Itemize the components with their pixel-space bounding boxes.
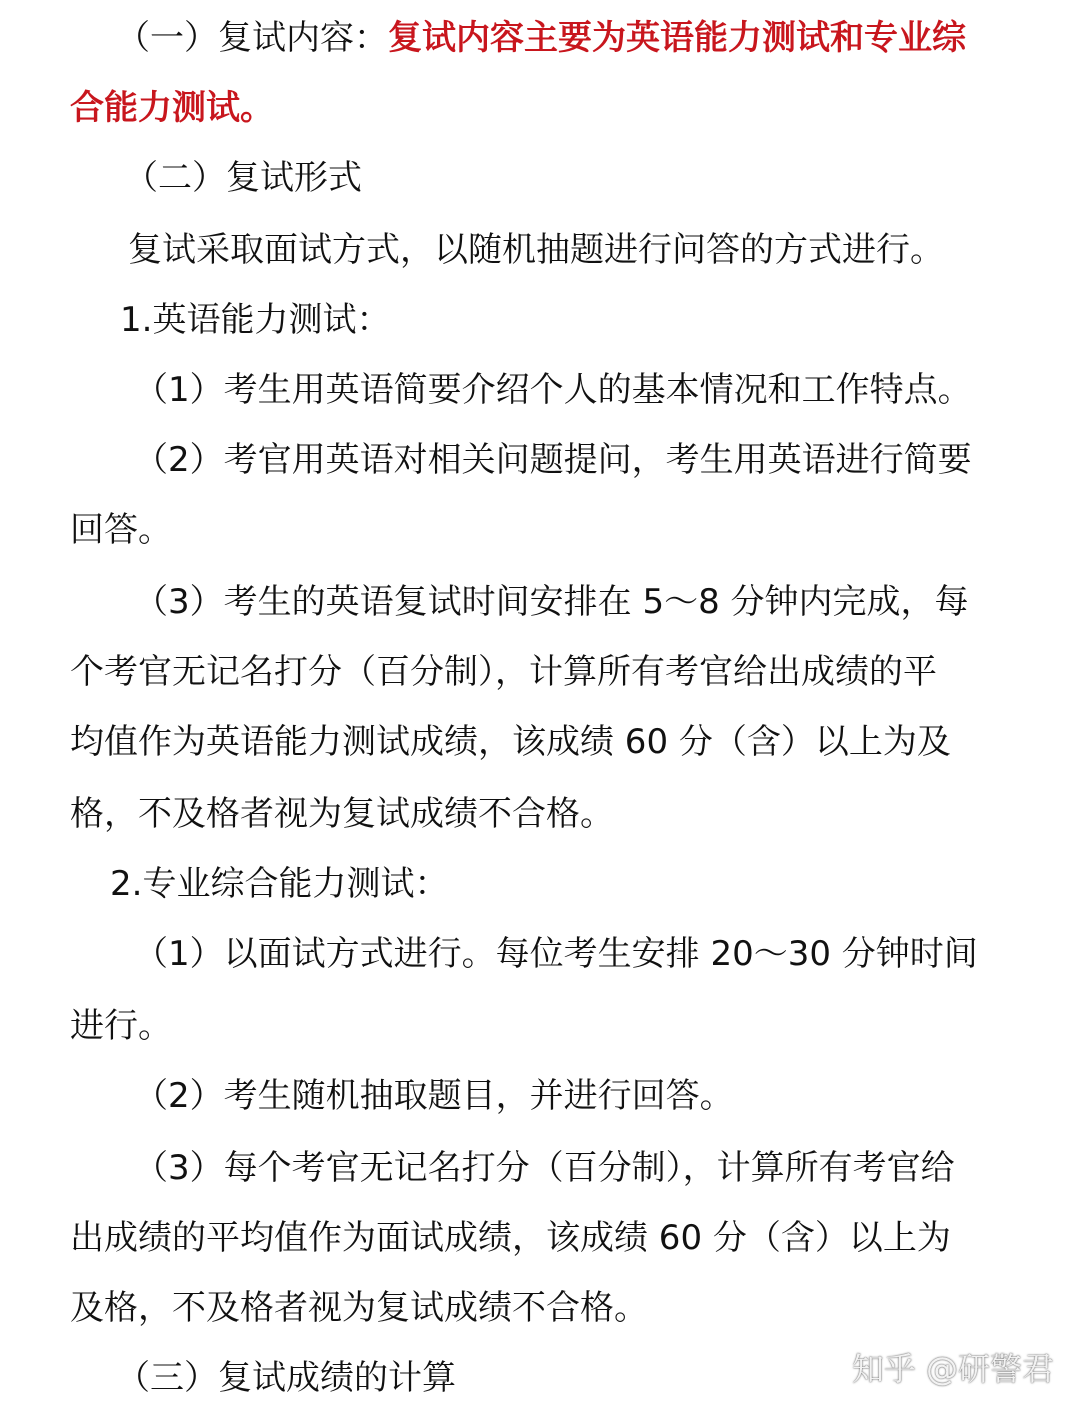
section-1-line-2: 合能力测试。 [70, 88, 274, 128]
professional-test-item-3-line-2: 出成绩的平均值作为面试成绩，该成绩 60 分（含）以上为 [70, 1218, 951, 1258]
english-test-item-3-line-2: 个考官无记名打分（百分制），计算所有考官给出成绩的平 [70, 652, 937, 692]
professional-test-item-1-line-1: （1）以面试方式进行。每位考生安排 20～30 分钟时间 [134, 934, 978, 974]
section-2-intro: 复试采取面试方式，以随机抽题进行问答的方式进行。 [128, 230, 944, 270]
section-1-line-1 [0, 14, 1080, 62]
english-test-item-2-line-2: 回答。 [70, 510, 172, 550]
english-test-item-3-line-1: （3）考生的英语复试时间安排在 5～8 分钟内完成，每 [134, 582, 969, 622]
professional-test-item-3-line-1: （3）每个考官无记名打分（百分制），计算所有考官给 [134, 1148, 955, 1188]
professional-test-item-1-line-2: 进行。 [70, 1006, 172, 1046]
english-test-item-2-line-1: （2）考官用英语对相关问题提问，考生用英语进行简要 [134, 440, 972, 480]
english-test-title: 1.英语能力测试： [120, 300, 391, 340]
english-test-item-1: （1）考生用英语简要介绍个人的基本情况和工作特点。 [134, 370, 972, 410]
professional-test-item-2: （2）考生随机抽取题目，并进行回答。 [134, 1076, 734, 1116]
professional-test-item-3-line-3: 及格，不及格者视为复试成绩不合格。 [70, 1288, 648, 1328]
zhihu-watermark: 知乎 @研警君 [851, 1350, 1054, 1388]
section-2-title: （二）复试形式 [124, 158, 362, 198]
english-test-item-3-line-4: 格，不及格者视为复试成绩不合格。 [70, 794, 614, 834]
section-1-highlight-text: 复试内容主要为英语能力测试和专业综 [388, 18, 966, 58]
section-3-title: （三）复试成绩的计算 [116, 1358, 456, 1398]
section-1-label: （一）复试内容： [116, 18, 388, 58]
professional-test-title: 2.专业综合能力测试： [110, 864, 449, 904]
english-test-item-3-line-3: 均值作为英语能力测试成绩，该成绩 60 分（含）以上为及 [70, 722, 951, 762]
